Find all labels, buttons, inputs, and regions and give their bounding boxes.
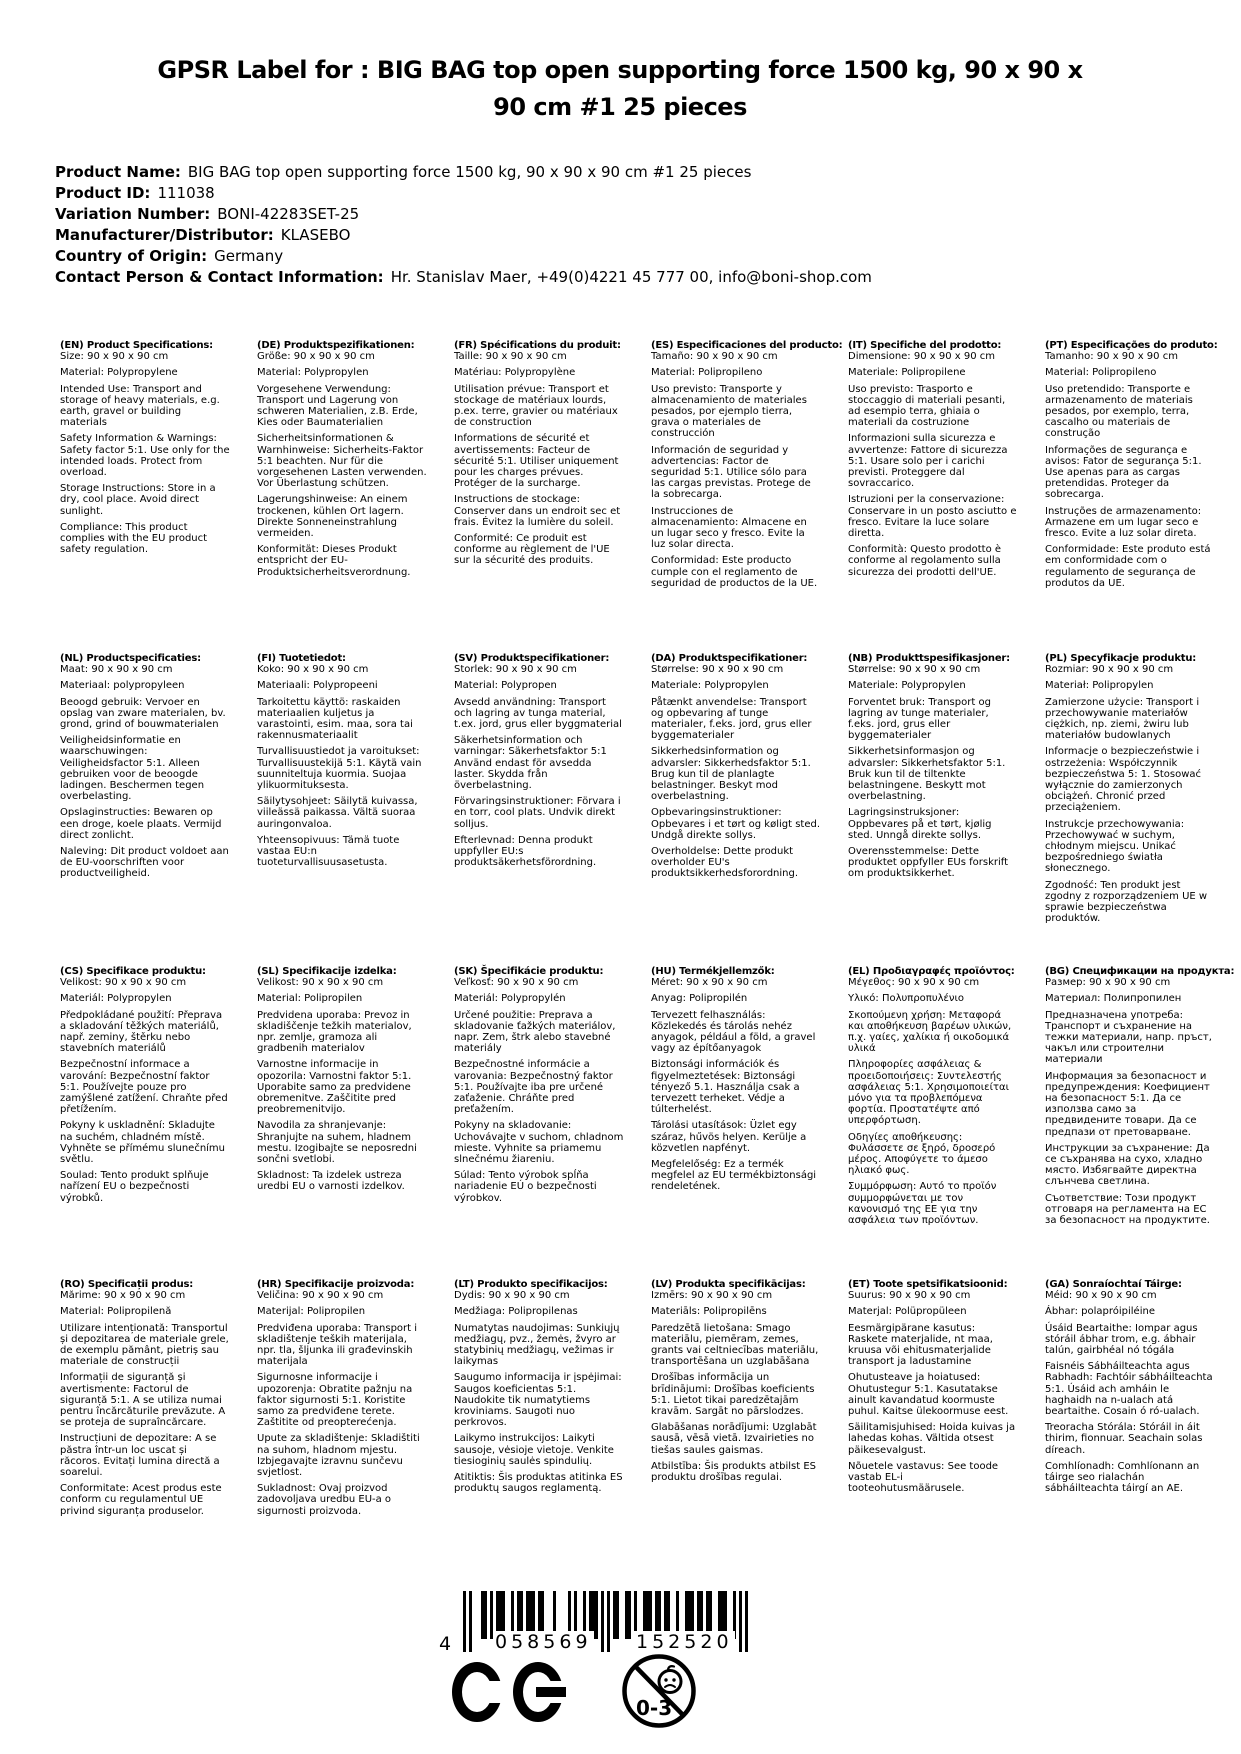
language-heading: (SK) Špecifikácie produktu: <box>454 966 604 977</box>
specifications-grid <box>57 332 1239 1584</box>
spec-paragraph: Información de seguridad y advertencias: Factor de seguridad 5:1. Utilice sólo para las cargas previstas. Protege de la sobrecarga. <box>651 444 811 501</box>
spec-paragraph: Größe: 90 x 90 x 90 cm <box>257 351 375 363</box>
language-spec-block <box>254 645 451 958</box>
language-spec-block <box>648 1271 845 1584</box>
language-spec-block <box>1042 332 1239 645</box>
spec-paragraph: Instruções de armazenamento: Armazene em um lugar seco e fresco. Evite a luz solar direta. <box>1045 505 1202 540</box>
spec-paragraph: Säilitamisjuhised: Hoida kuivas ja lahedas kohas. Vältida otsest päikesevalgust. <box>848 1422 1016 1456</box>
spec-paragraph: Comhlíonadh: Comhlíonann an táirge seo rialachán sábháilteachta táirgí an AE. <box>1045 1460 1200 1495</box>
spec-paragraph: Veľkosť: 90 x 90 x 90 cm <box>454 977 579 989</box>
language-heading: (NB) Produkttspesifikasjoner: <box>848 653 1010 664</box>
spec-paragraph: Lagerungshinweise: An einem trockenen, kühlen Ort lagern. Direkte Sonneneinstrahlung vermeiden. <box>257 494 408 540</box>
spec-paragraph: Velikost: 90 x 90 x 90 cm <box>60 977 187 989</box>
spec-paragraph: Numatytas naudojimas: Sunkiųjų medžiagų, pvz., žemės, žvyro ar statybinių medžiagų, vežimas ir laikymas <box>454 1322 620 1368</box>
spec-paragraph: Pokyny na skladovanie: Uchovávajte v suchom, chladnom mieste. Vyhnite sa priamemu slnečnému žiareniu. <box>454 1120 624 1166</box>
spec-paragraph: Predvidena uporaba: Prevoz in skladiščenje težkih materialov, npr. zemlje, gramoza ali gradbenih materialov <box>257 1009 412 1055</box>
language-heading: (HU) Termékjellemzők: <box>651 966 775 977</box>
spec-paragraph: Materiale: Polypropylen <box>848 680 966 692</box>
spec-paragraph: Dydis: 90 x 90 x 90 cm <box>454 1290 570 1302</box>
language-heading: (ES) Especificaciones del producto: <box>651 340 843 351</box>
spec-paragraph: Uso previsto: Transporte y almacenamiento de materiales pesados, por ejemplo tierra, grava o materiales de construcción <box>651 383 807 440</box>
spec-paragraph: Anyag: Polipropilén <box>651 993 748 1005</box>
language-spec-block <box>845 645 1042 958</box>
spec-paragraph: Drošības informācija un brīdinājumi: Drošības koeficients 5:1. Lietot tikai paredzētajām kravām. Sargāt no pārslodzes. <box>651 1372 815 1418</box>
ean13-barcode <box>441 1591 761 1669</box>
spec-paragraph: Treoracha Stórála: Stóráil in áit thirim, fionnuar. Seachain solas díreach. <box>1045 1422 1203 1456</box>
info-label: Country of Origin: <box>55 247 208 265</box>
spec-paragraph: Safety Information & Warnings: Safety factor 5:1. Use only for the intended loads. Protect from overload. <box>60 433 230 479</box>
spec-paragraph: Beoogd gebruik: Vervoer en opslag van zware materialen, bv. grond, grind of bouwmaterialen <box>60 696 226 731</box>
language-spec-block <box>845 332 1042 645</box>
spec-paragraph: Utilizare intenționată: Transportul și depozitarea de materiale grele, de exemplu pământ, pietriș sau materiale de construcții <box>60 1322 229 1368</box>
barcode-digits-right: 152520 <box>636 1631 733 1653</box>
spec-paragraph: Σκοπούμενη χρήση: Μεταφορά και αποθήκευση βαρέων υλικών, π.χ. γαίες, χαλίκια ή οικοδομικά υλικά <box>848 1009 1012 1055</box>
spec-paragraph: Istruzioni per la conservazione: Conservare in un posto asciutto e fresco. Evitare la luce solare diretta. <box>848 494 1017 540</box>
spec-paragraph: Materiāls: Polipropilēns <box>651 1306 767 1318</box>
spec-paragraph: Lagringsinstruksjoner: Oppbevares på et tørt, kjølig sted. Unngå direkte sollys. <box>848 807 992 841</box>
spec-paragraph: Tamaño: 90 x 90 x 90 cm <box>651 351 778 363</box>
language-heading: (HR) Specifikacije proizvoda: <box>257 1279 415 1290</box>
spec-paragraph: Opslaginstructies: Bewaren op een droge, koele plaats. Vermijd direct zonlicht. <box>60 807 222 841</box>
spec-paragraph: Koko: 90 x 90 x 90 cm <box>257 664 369 676</box>
ce-letter-c <box>452 1662 502 1722</box>
spec-paragraph: Veiligheidsinformatie en waarschuwingen: Veiligheidsfactor 5:1. Alleen gebruiken voor de beoogde ladingen. Beschermen tegen overbelasting. <box>60 735 205 803</box>
spec-paragraph: Méret: 90 x 90 x 90 cm <box>651 977 768 989</box>
spec-paragraph: Veličina: 90 x 90 x 90 cm <box>257 1290 384 1302</box>
spec-paragraph: Bezpečnostné informácie a varovania: Bezpečnostný faktor 5:1. Používajte iba pre určené zaťaženie. Chráňte pred preťažením. <box>454 1059 613 1116</box>
spec-paragraph: Určené použitie: Preprava a skladovanie ťažkých materiálov, napr. Zem, štrk alebo stavebné materiály <box>454 1009 616 1055</box>
spec-paragraph: Materiál: Polypropylen <box>60 993 172 1005</box>
spec-paragraph: Overholdelse: Dette produkt overholder EU's produktsikkerhedsforordning. <box>651 846 799 880</box>
language-spec-block <box>57 958 254 1271</box>
age-warning-0-3-icon <box>620 1652 698 1730</box>
spec-paragraph: Materiale: Polypropylen <box>651 680 769 692</box>
spec-paragraph: Materjal: Polüpropüleen <box>848 1306 967 1318</box>
language-spec-block <box>254 1271 451 1584</box>
language-heading: (BG) Спецификации на продукта: <box>1045 966 1235 977</box>
spec-paragraph: Forventet bruk: Transport og lagring av tunge materialer, f.eks. jord, grus eller byggematerialer <box>848 696 991 742</box>
spec-paragraph: Instructions de stockage: Conserver dans un endroit sec et frais. Évitez la lumière du soleil. <box>454 494 621 528</box>
spec-paragraph: Upute za skladištenje: Skladištiti na suhom, hladnom mjestu. Izbjegavajte izravnu sunčevu svjetlost. <box>257 1433 420 1479</box>
info-value: KLASEBO <box>280 226 351 244</box>
language-spec-block <box>57 1271 254 1584</box>
language-heading: (NL) Productspecificaties: <box>60 653 201 664</box>
language-heading: (LT) Produkto specifikacijos: <box>454 1279 608 1290</box>
spec-paragraph: Størrelse: 90 x 90 x 90 cm <box>651 664 784 676</box>
info-value: BONI-42283SET-25 <box>217 205 360 223</box>
spec-paragraph: Conformitate: Acest produs este conform cu regulamentul UE privind siguranța produselor. <box>60 1483 222 1517</box>
spec-paragraph: Οδηγίες αποθήκευσης: Φυλάσσετε σε ξηρό, δροσερό μέρος. Αποφύγετε το άμεσο ηλιακό φως. <box>848 1131 996 1177</box>
spec-paragraph: Μέγεθος: 90 x 90 x 90 cm <box>848 977 980 989</box>
spec-paragraph: Pokyny k uskladnění: Skladujte na suchém, chladném místě. Vyhněte se přímému slunečnímu světlu. <box>60 1120 226 1166</box>
spec-paragraph: Sikkerhetsinformasjon og advarsler: Sikkerhetsfaktor 5:1. Bruk kun til de tiltenkte belastningene. Beskytt mot overbelastning. <box>848 746 1006 803</box>
spec-paragraph: Atbilstība: Šis produkts atbilst ES produktu drošības regulai. <box>651 1460 817 1484</box>
spec-paragraph: Konformität: Dieses Produkt entspricht der EU-Produktsicherheitsverordnung. <box>257 544 411 578</box>
barcode-bar <box>745 1591 748 1652</box>
language-spec-block <box>451 645 648 958</box>
info-label: Product Name: <box>55 163 181 181</box>
spec-paragraph: Predviđena uporaba: Transport i skladištenje teških materijala, npr. tla, šljunka ili građevinskih materijala <box>257 1322 418 1368</box>
spec-paragraph: Ohutusteave ja hoiatused: Ohutustegur 5:1. Kasutatakse ainult kavandatud koormuste puhul. Kaitse ülekoormuse eest. <box>848 1372 1009 1418</box>
spec-paragraph: Uso previsto: Trasporto e stoccaggio di materiali pesanti, ad esempio terra, ghiaia o materiali da costruzione <box>848 383 1006 429</box>
spec-paragraph: Naleving: Dit product voldoet aan de EU-voorschriften voor productveiligheid. <box>60 846 229 880</box>
page-title: GPSR Label for : BIG BAG top open supporting force 1500 kg, 90 x 90 x 90 cm #1 25 pieces <box>157 56 1083 121</box>
info-label: Manufacturer/Distributor: <box>55 226 274 244</box>
spec-paragraph: Méid: 90 x 90 x 90 cm <box>1045 1290 1157 1302</box>
spec-paragraph: Materiaali: Polypropeeni <box>257 680 378 692</box>
spec-paragraph: Material: Polipropileno <box>1045 367 1157 379</box>
language-heading: (IT) Specifiche del prodotto: <box>848 340 1002 351</box>
spec-paragraph: Paredzētā lietošana: Smago materiālu, piemēram, zemes, grants vai celtniecības materiālu, transportēšana un uzglabāšana <box>651 1322 819 1368</box>
spec-paragraph: Sigurnosne informacije i upozorenja: Obratite pažnju na faktor sigurnosti 5:1. Koristite samo za predviđene terete. Zaštitite od preopterećenja. <box>257 1372 413 1429</box>
language-heading: (CS) Specifikace produktu: <box>60 966 206 977</box>
info-value: 111038 <box>157 184 215 202</box>
spec-paragraph: Informations de sécurité et avertissements: Facteur de sécurité 5:1. Utiliser uniquement pour les charges prévues. Protéger de la surcharge. <box>454 433 619 490</box>
spec-paragraph: Skladnost: Ta izdelek ustreza uredbi EU o varnosti izdelkov. <box>257 1170 405 1193</box>
spec-paragraph: Glabāšanas norādījumi: Uzglabāt sausā, vēsā vietā. Izvairieties no tiešas saules gaismas. <box>651 1422 817 1456</box>
spec-paragraph: Izmērs: 90 x 90 x 90 cm <box>651 1290 773 1302</box>
spec-paragraph: Förvaringsinstruktioner: Förvara i en torr, cool plats. Undvik direkt solljus. <box>454 796 621 830</box>
ce-letter-e <box>513 1662 563 1722</box>
spec-paragraph: Súlad: Tento výrobok spĺňa nariadenie EÚ o bezpečnosti výrobkov. <box>454 1170 597 1204</box>
language-heading: (ET) Toote spetsifikatsioonid: <box>848 1279 1008 1290</box>
language-heading: (PT) Especificações do produto: <box>1045 340 1218 351</box>
language-heading: (PL) Specyfikacje produktu: <box>1045 653 1197 664</box>
spec-paragraph: Intended Use: Transport and storage of heavy materials, e.g. earth, gravel or building materials <box>60 383 220 429</box>
spec-paragraph: Materiale: Polipropilene <box>848 367 966 379</box>
spec-paragraph: Storage Instructions: Store in a dry, cool place. Avoid direct sunlight. <box>60 483 216 517</box>
spec-paragraph: Informacje o bezpieczeństwie i ostrzeżenia: Współczynnik bezpieczeństwa 5: 1. Stosować wyłącznie do zamierzonych obciążeń. Chronić przed przeciążeniem. <box>1045 746 1202 814</box>
spec-paragraph: Medžiaga: Polipropilenas <box>454 1306 578 1318</box>
spec-paragraph: Информация за безопасност и предупреждения: Коефициент на безопасност 5:1. Да се използва само за предвидените товари. Да се предпази от претоварване. <box>1045 1070 1210 1138</box>
language-spec-block <box>648 332 845 645</box>
spec-paragraph: Størrelse: 90 x 90 x 90 cm <box>848 664 981 676</box>
language-heading: (SV) Produktspecifikationer: <box>454 653 610 664</box>
spec-paragraph: Velikost: 90 x 90 x 90 cm <box>257 977 384 989</box>
language-spec-block <box>1042 645 1239 958</box>
product-info-row <box>55 267 1181 288</box>
language-spec-block <box>845 1271 1042 1584</box>
spec-paragraph: Materijal: Polipropilen <box>257 1306 366 1318</box>
spec-paragraph: Mărime: 90 x 90 x 90 cm <box>60 1290 186 1302</box>
spec-paragraph: Material: Polipropileno <box>651 367 763 379</box>
spec-paragraph: Tárolási utasítások: Üzlet egy száraz, hűvös helyen. Kerülje a közvetlen napfényt. <box>651 1120 807 1154</box>
ce-mark-icon <box>452 1662 563 1722</box>
spec-paragraph: Tarkoitettu käyttö: raskaiden materiaalien kuljetus ja varastointi, esim. maa, sora tai rakennusmateriaalit <box>257 696 413 742</box>
spec-paragraph: Instrukcje przechowywania: Przechowywać w suchym, chłodnym miejscu. Unikać bezpośredniego światła słonecznego. <box>1045 818 1185 875</box>
spec-paragraph: Saugumo informacija ir įspėjimai: Saugos koeficientas 5:1. Naudokite tik numatytiems kroviniams. Saugoti nuo perkrovos. <box>454 1372 622 1429</box>
spec-paragraph: Съответствие: Този продукт отговаря на регламента на ЕС за безопасност на продуктите. <box>1045 1192 1210 1227</box>
spec-paragraph: Yhteensopivuus: Tämä tuote vastaa EU:n tuoteturvallisuusasetusta. <box>257 834 400 869</box>
spec-paragraph: Zamierzone użycie: Transport i przechowywanie materiałów ciężkich, np. ziemi, żwiru lub materiałów budowlanych <box>1045 696 1200 742</box>
product-info-row <box>55 246 1181 267</box>
language-spec-block <box>451 332 648 645</box>
spec-paragraph: Eesmärgipärane kasutus: Raskete materjalide, nt maa, kruusa või ehitusmaterjalide transport ja ladustamine <box>848 1322 993 1368</box>
spec-paragraph: Úsáid Beartaithe: Iompar agus stóráil ábhar trom, e.g. ábhair talún, gairbhéal nó tógála <box>1045 1322 1198 1357</box>
language-spec-block <box>57 645 254 958</box>
language-heading: (RO) Specificații produs: <box>60 1279 194 1290</box>
spec-paragraph: Bezpečnostní informace a varování: Bezpečnostní faktor 5:1. Používejte pouze pro zamýšlené zatížení. Chraňte před přetížením. <box>60 1059 228 1116</box>
language-spec-block <box>451 958 648 1271</box>
barcode-digits-left: 058569 <box>495 1631 592 1653</box>
language-heading: (EL) Προδιαγραφές προϊόντος: <box>848 966 1015 977</box>
spec-paragraph: Instrucciones de almacenamiento: Almacene en un lugar seco y fresco. Evite la luz solar directa. <box>651 505 807 551</box>
spec-paragraph: Compliance: This product complies with the EU product safety regulation. <box>60 521 208 556</box>
info-label: Contact Person & Contact Information: <box>55 268 384 286</box>
spec-paragraph: Uso pretendido: Transporte e armazenamento de materiais pesados, por exemplo, terra, cascalho ou materiais de construção <box>1045 383 1193 440</box>
language-spec-block <box>648 645 845 958</box>
product-info-section <box>55 162 1181 288</box>
language-spec-block <box>57 332 254 645</box>
language-heading: (SL) Specifikacije izdelka: <box>257 966 397 977</box>
spec-paragraph: Συμμόρφωση: Αυτό το προϊόν συμμορφώνεται με τον κανονισμό της ΕΕ για την ασφάλεια των προϊόντων. <box>848 1181 997 1227</box>
product-info-row <box>55 183 1181 204</box>
spec-paragraph: Turvallisuustiedot ja varoitukset: Turvallisuustekijä 5:1. Käytä vain suunniteltuja kuormia. Suojaa ylikuormituksesta. <box>257 746 422 792</box>
language-spec-block <box>845 958 1042 1271</box>
spec-paragraph: Conformità: Questo prodotto è conforme al regolamento sulla sicurezza dei prodotti dell'UE. <box>848 544 1002 578</box>
spec-paragraph: Säkerhetsinformation och varningar: Säkerhetsfaktor 5:1 Använd endast för avsedda laster. Skydda från överbelastning. <box>454 735 607 792</box>
spec-paragraph: Utilisation prévue: Transport et stockage de matériaux lourds, p.ex. terre, gravier ou matériaux de construction <box>454 383 618 429</box>
info-value: Hr. Stanislav Maer, +49(0)4221 45 777 00, info@boni-shop.com <box>390 268 872 286</box>
spec-paragraph: Sicherheitsinformationen & Warnhinweise: Sicherheits-Faktor 5:1 beachten. Nur für die vorgesehenen Lasten verwenden. Vor Überlastung schützen. <box>257 433 427 490</box>
language-spec-block <box>1042 1271 1239 1584</box>
language-spec-block <box>1042 958 1239 1271</box>
spec-paragraph: Material: Polipropilen <box>257 993 363 1005</box>
spec-paragraph: Инструкции за съхранение: Да се съхранява на сухо, хладно място. Избягвайте директна слънчева светлина. <box>1045 1142 1210 1188</box>
spec-paragraph: Material: Polypropen <box>454 680 557 692</box>
spec-paragraph: Материал: Полипропилен <box>1045 993 1182 1005</box>
spec-paragraph: Nõuetele vastavus: See toode vastab EL-i tooteohutusmäärusele. <box>848 1460 999 1495</box>
language-heading: (FR) Spécifications du produit: <box>454 340 621 351</box>
spec-paragraph: Megfelelőség: Ez a termék megfelel az EU termékbiztonsági rendeletének. <box>651 1159 817 1193</box>
spec-paragraph: Size: 90 x 90 x 90 cm <box>60 351 169 363</box>
language-heading: (FI) Tuotetiedot: <box>257 653 346 664</box>
info-value: Germany <box>214 247 284 265</box>
language-spec-block <box>451 1271 648 1584</box>
spec-paragraph: Instrucțiuni de depozitare: A se păstra într-un loc uscat și răcoros. Evitați lumina directă a soarelui. <box>60 1433 220 1479</box>
spec-paragraph: Atitiktis: Šis produktas atitinka ES produktų saugos reglamentą. <box>454 1472 623 1495</box>
info-label: Product ID: <box>55 184 151 202</box>
language-spec-block <box>254 332 451 645</box>
spec-paragraph: Dimensione: 90 x 90 x 90 cm <box>848 351 995 363</box>
info-label: Variation Number: <box>55 205 211 223</box>
spec-paragraph: Conformidade: Este produto está em conformidade com o regulamento de segurança de produtos da UE. <box>1045 544 1211 589</box>
spec-paragraph: Sukladnost: Ovaj proizvod zadovoljava uredbu EU-a o sigurnosti proizvoda. <box>257 1483 392 1517</box>
spec-paragraph: Material: Polypropylene <box>60 367 178 379</box>
spec-paragraph: Informações de segurança e avisos: Fator de segurança 5:1. Use apenas para as cargas pretendidas. Proteger da sobrecarga. <box>1045 444 1202 501</box>
language-heading: (LV) Produkta specifikācijas: <box>651 1279 806 1290</box>
language-heading: (GA) Sonraíochtaí Táirge: <box>1045 1279 1182 1290</box>
spec-paragraph: Suurus: 90 x 90 x 90 cm <box>848 1290 971 1302</box>
spec-paragraph: Biztonsági információk és figyelmeztetések: Biztonsági tényező 5.1. Használja csak a tervezett terheket. Védje a túlterhelést. <box>651 1059 800 1116</box>
spec-paragraph: Säilytysohjeet: Säilytä kuivassa, viileässä paikassa. Vältä suoraa auringonvaloa. <box>257 796 418 830</box>
spec-paragraph: Vorgesehene Verwendung: Transport und Lagerung von schweren Materialien, z.B. Erde, Kies oder Baumaterialien <box>257 383 418 429</box>
info-value: BIG BAG top open supporting force 1500 kg, 90 x 90 x 90 cm #1 25 pieces <box>187 163 752 181</box>
spec-paragraph: Laikymo instrukcijos: Laikyti sausoje, vėsioje vietoje. Venkite tiesioginių saulės spindulių. <box>454 1433 614 1467</box>
spec-paragraph: Efterlevnad: Denna produkt uppfyller EU:s produktsäkerhetsförordning. <box>454 834 597 869</box>
spec-paragraph: Предназначена употреба: Транспорт и съхранение на тежки материали, напр. пръст, чакъл или строителни материали <box>1045 1009 1212 1066</box>
spec-paragraph: Rozmiar: 90 x 90 x 90 cm <box>1045 664 1174 676</box>
spec-paragraph: Varnostne informacije in opozorila: Varnostni faktor 5:1. Uporabite samo za predvidene obremenitve. Zaščitite pred preobremenitvijo. <box>257 1059 412 1116</box>
language-spec-block <box>254 958 451 1271</box>
spec-paragraph: Taille: 90 x 90 x 90 cm <box>454 351 567 363</box>
language-spec-block <box>648 958 845 1271</box>
spec-paragraph: Material: Polypropylen <box>257 367 369 379</box>
spec-paragraph: Ábhar: polapróipiléine <box>1045 1306 1155 1318</box>
spec-paragraph: Sikkerhedsinformation og advarsler: Sikkerhedsfaktor 5:1. Brug kun til de planlagte belastninger. Beskyt mod overbelastning. <box>651 746 811 803</box>
spec-paragraph: Navodila za shranjevanje: Shranjujte na suhem, hladnem mestu. Izogibajte se neposredni sončni svetlobi. <box>257 1120 417 1166</box>
product-info-row <box>55 204 1181 225</box>
spec-paragraph: Opbevaringsinstruktioner: Opbevares i et tørt og køligt sted. Undgå direkte sollys. <box>651 807 821 841</box>
spec-paragraph: Materiaal: polypropyleen <box>60 680 185 692</box>
spec-paragraph: Materiał: Polipropylen <box>1045 680 1154 692</box>
spec-paragraph: Conformité: Ce produit est conforme au règlement de l'UE sur la sécurité des produits. <box>454 533 610 567</box>
barcode-digit-leading: 4 <box>439 1633 452 1655</box>
language-heading: (DE) Produktspezifikationen: <box>257 340 415 351</box>
spec-paragraph: Material: Polipropilenă <box>60 1306 172 1318</box>
age-range-label: 0-3 <box>636 1696 673 1720</box>
spec-paragraph: Zgodność: Ten produkt jest zgodny z rozporządzeniem UE w sprawie bezpieczeństwa produktów. <box>1045 879 1208 925</box>
product-info-row <box>55 162 1181 183</box>
spec-paragraph: Υλικό: Πολυπροπυλένιο <box>848 993 965 1005</box>
spec-paragraph: Faisnéis Sábháilteachta agus Rabhadh: Fachtóir sábháilteachta 5:1. Úsáid ach amháin le haghaidh na n-ualach atá beartaithe. Cosain ó ró-ualach. <box>1045 1361 1213 1418</box>
spec-paragraph: Materiál: Polypropylén <box>454 993 566 1005</box>
product-info-row <box>55 225 1181 246</box>
spec-paragraph: Πληροφορίες ασφάλειας & προειδοποιήσεις: Συντελεστής ασφάλειας 5:1. Χρησιμοποιείται μόνο για τα προβλεπόμενα φορτία. Προστατέψτε από υπερφόρτωση. <box>848 1059 1009 1127</box>
spec-paragraph: Overensstemmelse: Dette produktet oppfyller EUs forskrift om produktsikkerhet. <box>848 846 1009 880</box>
spec-paragraph: Informații de siguranță și avertismente: Factorul de siguranță 5:1. A se utiliza numai pentru încărcăturile prevăzute. A se proteja de supraîncărcare. <box>60 1372 226 1429</box>
language-heading: (EN) Product Specifications: <box>60 340 213 351</box>
spec-paragraph: Storlek: 90 x 90 x 90 cm <box>454 664 577 676</box>
spec-paragraph: Tervezett felhasználás: Közlekedés és tárolás nehéz anyagok, például a föld, a gravel vagy az építőanyagok <box>651 1009 816 1055</box>
spec-paragraph: Maat: 90 x 90 x 90 cm <box>60 664 173 676</box>
language-heading: (DA) Produktspecifikationer: <box>651 653 808 664</box>
baby-face-icon <box>659 1666 681 1692</box>
spec-paragraph: Påtænkt anvendelse: Transport og opbevaring af tunge materialer, f.eks. jord, grus eller byggematerialer <box>651 696 812 742</box>
spec-paragraph: Soulad: Tento produkt splňuje nařízení EU o bezpečnosti výrobků. <box>60 1170 209 1204</box>
spec-paragraph: Conformidad: Este producto cumple con el reglamento de seguridad de productos de la UE. <box>651 555 818 589</box>
spec-paragraph: Matériau: Polypropylène <box>454 367 576 379</box>
spec-paragraph: Informazioni sulla sicurezza e avvertenze: Fattore di sicurezza 5:1. Usare solo per i carichi previsti. Proteggere dal sovraccarico. <box>848 433 1008 490</box>
spec-paragraph: Předpokládané použití: Přeprava a skladování těžkých materiálů, např. zeminy, štěrku nebo stavebních materiálů <box>60 1009 223 1055</box>
spec-paragraph: Avsedd användning: Transport och lagring av tunga material, t.ex. jord, grus eller byggmaterial <box>454 696 622 731</box>
spec-paragraph: Размер: 90 x 90 x 90 cm <box>1045 977 1171 989</box>
spec-paragraph: Tamanho: 90 x 90 x 90 cm <box>1045 351 1178 363</box>
